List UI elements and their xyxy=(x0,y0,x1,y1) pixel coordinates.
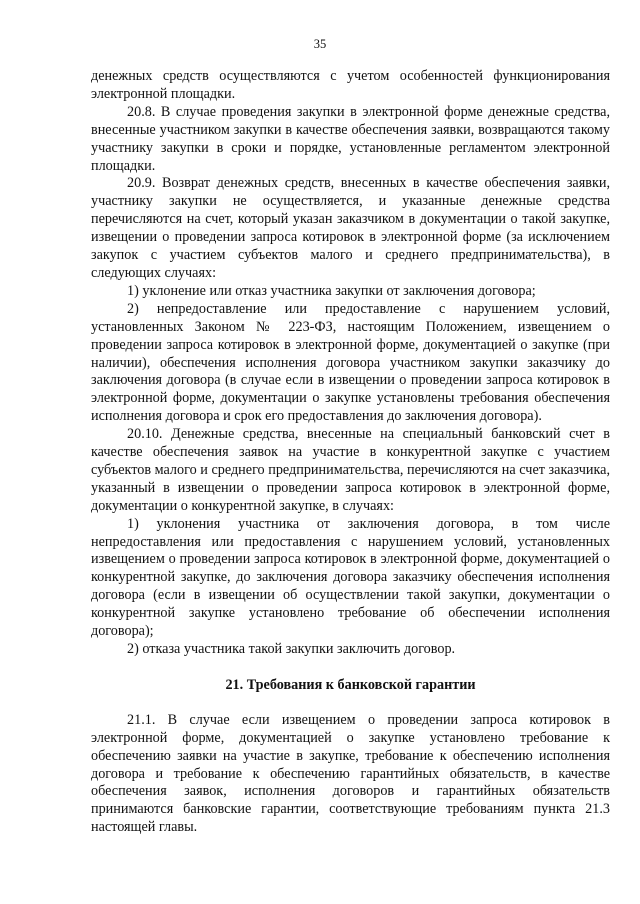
paragraph-20-8: 20.8. В случае проведения закупки в электронной форме денежные средства, внесенные участником закупки в качестве обеспечения заявки, возвращаются такому участнику закупки в сроки и порядке, установленные регламентом электронной площадки. xyxy=(91,103,610,174)
list-item-20-10-1: 1) уклонения участника от заключения договора, в том числе непредоставления или предоставления с нарушением условий, установленных извещением о проведении запроса котировок в электронной форме, документацией о конкурентной закупке, до заключения договора заказчику обеспечения исполнения договора (если в извещении об осуществлении такой закупки, документации о конкурентной закупке установлено требование об обеспечении исполнения договора); xyxy=(91,515,610,640)
paragraph-continuation: денежных средств осуществляются с учетом особенностей функционирования электронной площадки. xyxy=(91,68,610,102)
page-number: 35 xyxy=(313,37,327,51)
list-item-20-10-2: 2) отказа участника такой закупки заключить договор. xyxy=(127,641,456,657)
paragraph-21-1: 21.1. В случае если извещением о проведении запроса котировок в электронной форме, документацией о закупке установлено требование к обеспечению заявки на участие в закупке, требование к обеспечению исполнения договора и требование к обеспечению гарантийных обязательств, в качестве обеспечения заявок, исполнения договоров и гарантийных обязательств принимаются банковские гарантии, соответствующие требованиям пункта 21.3 настоящей главы. xyxy=(91,711,610,836)
list-item-20-9-2: 2) непредоставление или предоставление с нарушением условий, установленных Законом № 223-ФЗ, настоящим Положением, извещением о проведении запроса котировок в электронной форме, документацией о закупке (при наличии), обеспечения исполнения договора участником закупки заказчику до заключения договора (в случае если в извещении о проведении запроса котировок в электронной форме, документации о закупке установлены требования обеспечения исполнения договора и срок его предоставления до заключения договора). xyxy=(91,300,610,425)
paragraph-20-10: 20.10. Денежные средства, внесенные на специальный банковский счет в качестве обеспечения заявок на участие в конкурентной закупке с участием субъектов малого и среднего предпринимательства, перечисляются на счет заказчика, указанный в извещении о проведении запроса котировок в электронной форме, документации о конкурентной закупке, в случаях: xyxy=(91,426,610,514)
list-item-20-9-1: 1) уклонение или отказ участника закупки от заключения договора; xyxy=(127,282,536,299)
paragraph-20-9: 20.9. Возврат денежных средств, внесенных в качестве обеспечения заявки, участнику закупки не осуществляется, и указанные денежные средства перечисляются на счет, который указан заказчиком в документации о такой закупке, извещении о проведении запроса котировок в электронной форме (за исключением закупок с участием субъектов малого и среднего предпринимательства), в следующих случаях: xyxy=(91,175,610,281)
section-heading: 21. Требования к банковской гарантии xyxy=(225,676,476,693)
document-body xyxy=(91,68,610,837)
